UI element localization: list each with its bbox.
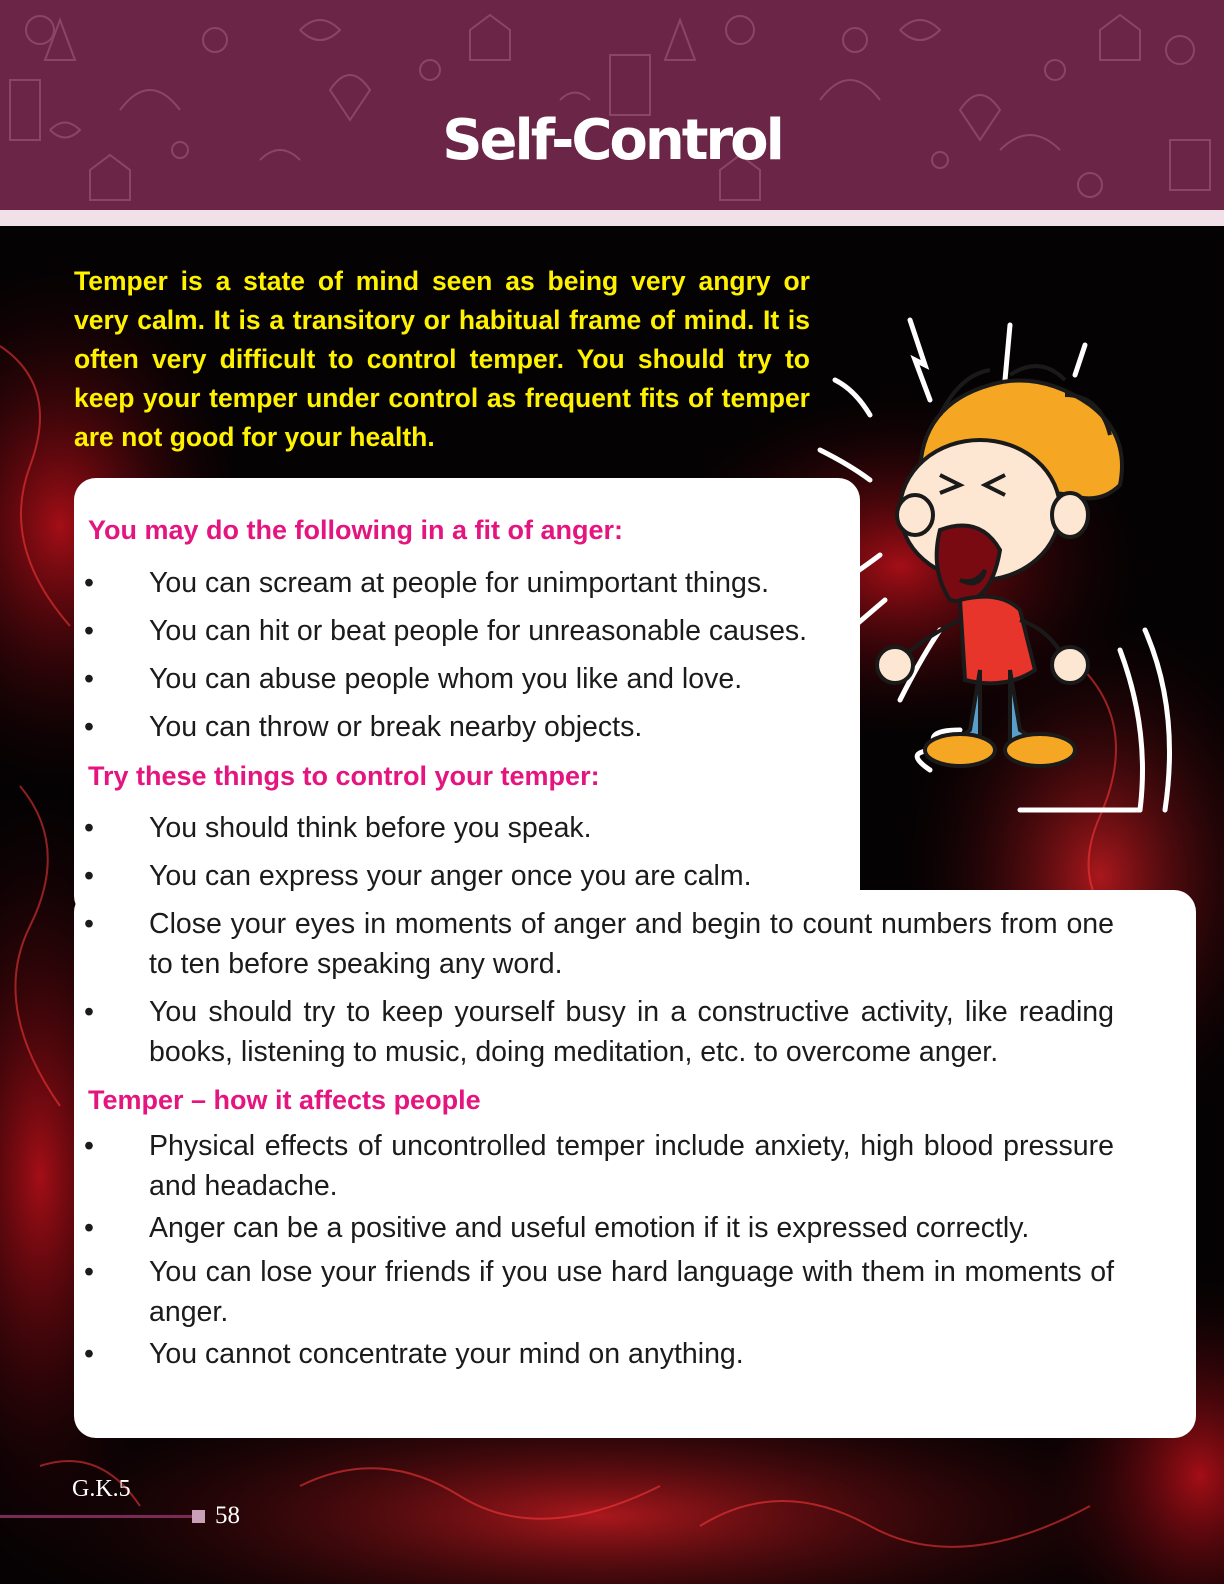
bullet: •	[84, 812, 94, 844]
list-item-text: You can lose your friends if you use hard language with them in moments of anger.	[149, 1256, 1114, 1328]
list-item-text: Physical effects of uncontrolled temper include anxiety, high blood pressure and headache.	[149, 1130, 1114, 1202]
footer-square	[192, 1510, 205, 1523]
bullet: •	[84, 1212, 94, 1244]
list-item-text: You should think before you speak.	[149, 812, 592, 844]
section-heading-control-tips: Try these things to control your temper:	[88, 761, 600, 791]
list-item-text: You can throw or break nearby objects.	[149, 711, 643, 743]
bullet: •	[84, 908, 94, 940]
header-banner	[0, 0, 1224, 210]
bullet: •	[84, 615, 94, 647]
section-heading-anger-effects: You may do the following in a fit of anger:	[88, 515, 623, 545]
intro-paragraph: Temper is a state of mind seen as being very angry or very calm. It is a transitory or habitual frame of mind. It is often very difficult to control temper. You should try to keep your temper under control as frequent fits of temper are not good for your health.	[74, 266, 810, 452]
list-item-text: You should try to keep yourself busy in a constructive activity, like reading books, listening to music, doing meditation, etc. to overcome anger.	[149, 996, 1114, 1068]
list-item-text: Anger can be a positive and useful emotion if it is expressed correctly.	[149, 1212, 1030, 1244]
bullet: •	[84, 1338, 94, 1370]
section-heading-temper-effects: Temper – how it affects people	[88, 1085, 481, 1115]
banner-strip	[0, 210, 1224, 226]
bullet: •	[84, 711, 94, 743]
list-item-text: Close your eyes in moments of anger and begin to count numbers from one to ten before speaking any word.	[149, 908, 1114, 980]
list-item-text: You cannot concentrate your mind on anything.	[149, 1338, 744, 1370]
bullet: •	[84, 1130, 94, 1162]
book-label: G.K.5	[72, 1476, 131, 1502]
page-number: 58	[215, 1502, 240, 1529]
footer-line	[0, 1515, 192, 1518]
bullet: •	[84, 663, 94, 695]
bullet: •	[84, 567, 94, 599]
doodle-pattern	[0, 0, 1224, 210]
angry-boy-illustration	[810, 300, 1190, 840]
list-item-text: You can abuse people whom you like and love.	[149, 663, 743, 695]
list-item-text: You can scream at people for unimportant things.	[149, 567, 769, 599]
bullet: •	[84, 1256, 94, 1288]
list-item-text: You can hit or beat people for unreasonable causes.	[149, 615, 808, 647]
page-title: Self-Control	[442, 108, 782, 173]
bullet: •	[84, 860, 94, 892]
list-item-text: You can express your anger once you are calm.	[149, 860, 752, 892]
bullet: •	[84, 996, 94, 1028]
